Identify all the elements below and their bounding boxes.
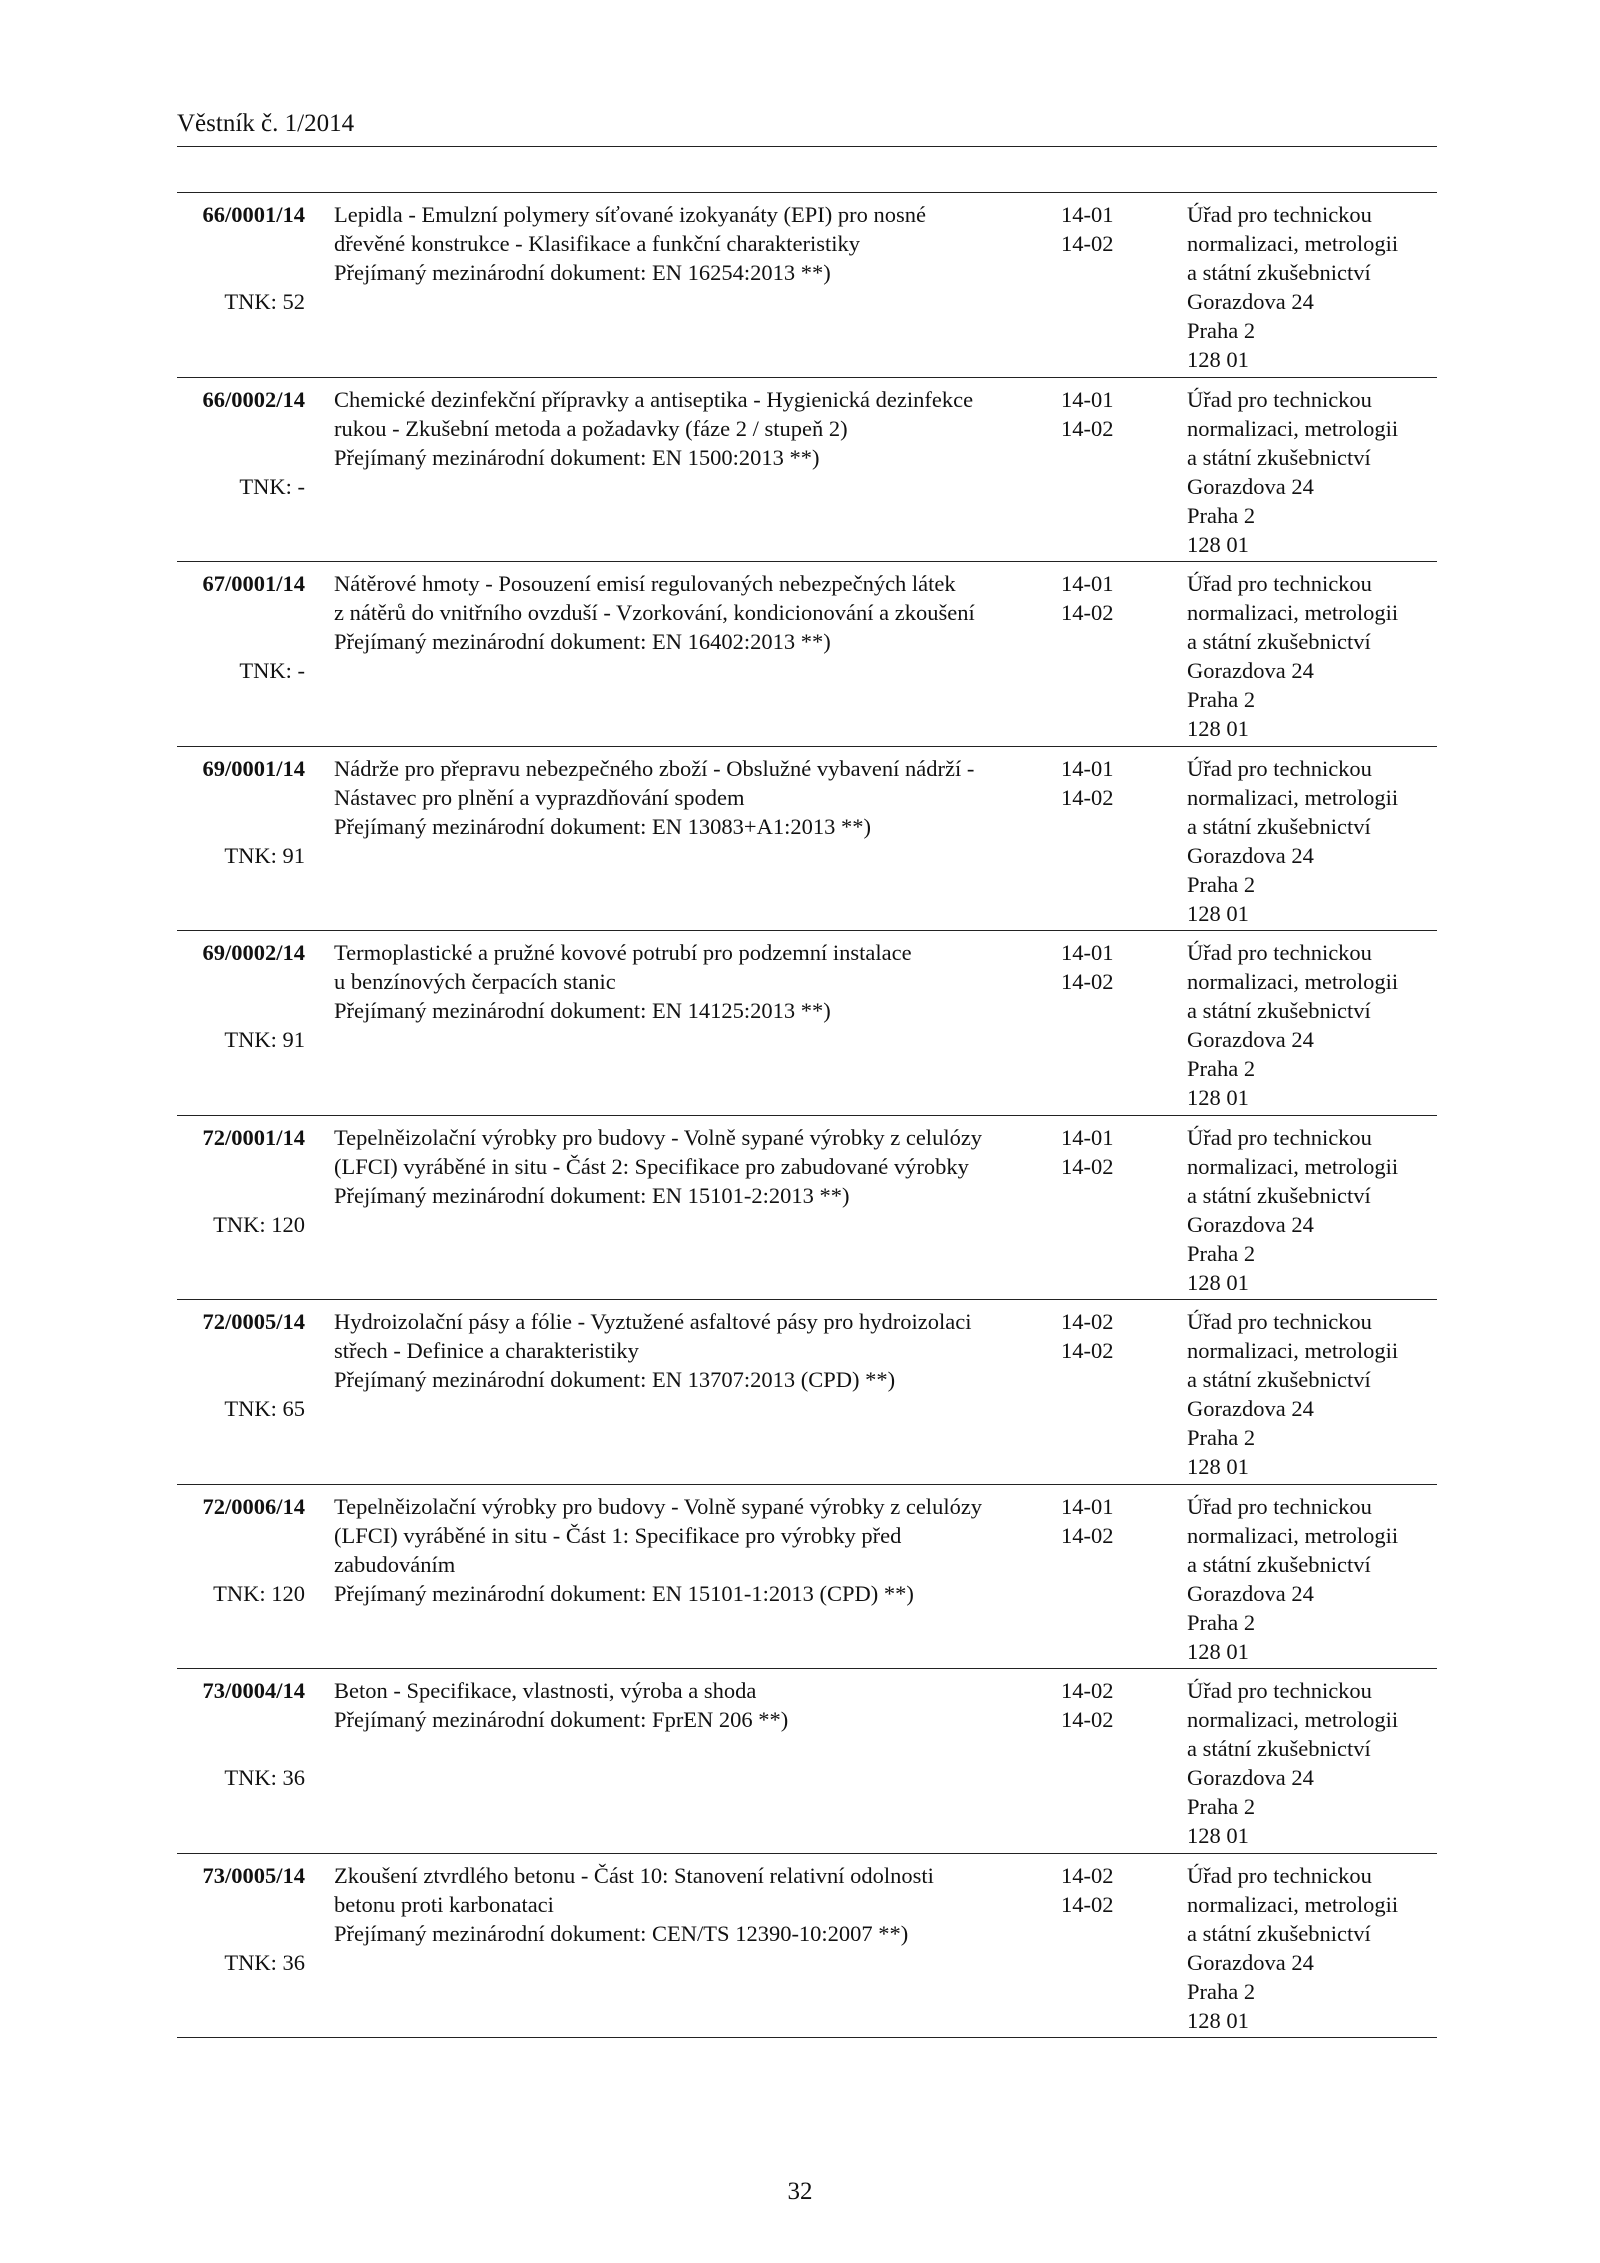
- office-address-line: 128 01: [1187, 2007, 1249, 2033]
- office-address-line: normalizaci, metrologii: [1187, 784, 1399, 810]
- table-row: [177, 747, 1437, 932]
- description-line: Tepelněizolační výrobky pro budovy - Volně sypané výrobky z celulózy: [334, 1493, 983, 1519]
- office-address-line: Úřad pro technickou: [1187, 386, 1372, 412]
- office-address-line: a státní zkušebnictví: [1187, 813, 1371, 839]
- office-address-line: a státní zkušebnictví: [1187, 1551, 1371, 1577]
- office-address-line: Úřad pro technickou: [1187, 1678, 1372, 1703]
- description-line: Nástavec pro plnění a vyprazdňování spodem: [334, 784, 745, 810]
- description-line: střech - Definice a charakteristiky: [334, 1338, 639, 1363]
- standard-description: [334, 938, 1034, 1025]
- office-address-line: normalizaci, metrologii: [1187, 1153, 1399, 1179]
- office-address-line: normalizaci, metrologii: [1187, 1707, 1399, 1732]
- description-line: z nátěrů do vnitřního ovzduší - Vzorkování, kondicionování a zkoušení: [334, 600, 975, 625]
- code-value: 14-02: [1061, 784, 1114, 810]
- description-line: Termoplastické a pružné kovové potrubí pro podzemní instalace: [334, 940, 912, 965]
- standard-number: 69/0001/14: [202, 755, 305, 781]
- office-address-line: 128 01: [1187, 1638, 1249, 1664]
- office-address-line: a státní zkušebnictví: [1187, 260, 1371, 285]
- office-address-line: Praha 2: [1187, 1240, 1256, 1266]
- description-line: Přejímaný mezinárodní dokument: EN 16402:2013 **): [334, 629, 831, 654]
- office-address-line: 128 01: [1187, 1823, 1249, 1848]
- standard-description: [334, 569, 1034, 656]
- standard-codes: [1061, 1492, 1151, 1550]
- office-address-line: Praha 2: [1187, 1056, 1256, 1081]
- office-address-line: a státní zkušebnictví: [1187, 1736, 1371, 1761]
- description-line: Nátěrové hmoty - Posouzení emisí regulovaných nebezpečných látek: [334, 571, 956, 596]
- office-address-line: normalizaci, metrologii: [1187, 415, 1399, 441]
- description-line: Zkoušení ztvrdlého betonu - Část 10: Stanovení relativní odolnosti: [334, 1862, 934, 1888]
- office-address: [1187, 1676, 1437, 1850]
- code-value: 14-01: [1061, 202, 1114, 227]
- office-address-line: Úřad pro technickou: [1187, 755, 1372, 781]
- description-line: rukou - Zkušební metoda a požadavky (fáze 2 / stupeň 2): [334, 415, 848, 441]
- tnk-label: TNK: 65: [224, 1396, 305, 1421]
- tnk-label: TNK: 91: [224, 842, 305, 868]
- office-address-line: Gorazdova 24: [1187, 842, 1314, 868]
- row-identifier: [177, 938, 305, 1052]
- office-address-line: a státní zkušebnictví: [1187, 1182, 1371, 1208]
- office-address-line: 128 01: [1187, 1085, 1249, 1110]
- office-address: [1187, 385, 1437, 559]
- code-value: 14-02: [1061, 1338, 1114, 1363]
- standard-number: 67/0001/14: [202, 571, 305, 596]
- tnk-label: TNK: 36: [224, 1765, 305, 1790]
- description-line: Přejímaný mezinárodní dokument: EN 15101-1:2013 (CPD) **): [334, 1580, 914, 1606]
- office-address-line: 128 01: [1187, 1454, 1249, 1479]
- code-value: 14-02: [1061, 1891, 1114, 1917]
- standard-description: [334, 1123, 1034, 1210]
- office-address-line: normalizaci, metrologii: [1187, 1522, 1399, 1548]
- office-address-line: a státní zkušebnictví: [1187, 444, 1371, 470]
- table-row: [177, 931, 1437, 1116]
- standard-codes: [1061, 200, 1151, 258]
- description-line: betonu proti karbonataci: [334, 1891, 554, 1917]
- office-address-line: normalizaci, metrologii: [1187, 1338, 1399, 1363]
- standard-codes: [1061, 1307, 1151, 1365]
- code-value: 14-02: [1061, 1862, 1114, 1888]
- description-line: (LFCI) vyráběné in situ - Část 2: Specifikace pro zabudované výrobky: [334, 1153, 969, 1179]
- standard-codes: [1061, 1861, 1151, 1919]
- office-address-line: normalizaci, metrologii: [1187, 969, 1399, 994]
- code-value: 14-02: [1061, 1153, 1114, 1179]
- tnk-label: TNK: 120: [213, 1211, 305, 1237]
- description-line: Tepelněizolační výrobky pro budovy - Volně sypané výrobky z celulózy: [334, 1124, 983, 1150]
- office-address-line: 128 01: [1187, 347, 1249, 372]
- description-line: Hydroizolační pásy a fólie - Vyztužené asfaltové pásy pro hydroizolaci: [334, 1309, 972, 1334]
- office-address-line: Praha 2: [1187, 1425, 1256, 1450]
- office-address: [1187, 754, 1437, 928]
- code-value: 14-01: [1061, 940, 1114, 965]
- office-address-line: a státní zkušebnictví: [1187, 1920, 1371, 1946]
- office-address-line: Praha 2: [1187, 1609, 1256, 1635]
- description-line: (LFCI) vyráběné in situ - Část 1: Specifikace pro výrobky před: [334, 1522, 902, 1548]
- office-address-line: Gorazdova 24: [1187, 289, 1314, 314]
- tnk-label: TNK: -: [239, 658, 305, 683]
- row-identifier: [177, 1123, 305, 1237]
- tnk-label: TNK: 120: [213, 1580, 305, 1606]
- standard-codes: [1061, 385, 1151, 443]
- description-line: Přejímaný mezinárodní dokument: EN 13707:2013 (CPD) **): [334, 1367, 896, 1392]
- office-address-line: Gorazdova 24: [1187, 658, 1314, 683]
- table-row: [177, 193, 1437, 378]
- office-address-line: a státní zkušebnictví: [1187, 629, 1371, 654]
- standard-number: 66/0001/14: [202, 202, 305, 227]
- standard-number: 69/0002/14: [202, 940, 305, 965]
- office-address-line: 128 01: [1187, 716, 1249, 741]
- office-address-line: 128 01: [1187, 900, 1249, 926]
- standard-codes: [1061, 1676, 1151, 1734]
- code-value: 14-02: [1061, 1707, 1114, 1732]
- code-value: 14-01: [1061, 755, 1114, 781]
- row-identifier: [177, 569, 305, 683]
- table-row: [177, 378, 1437, 563]
- tnk-label: TNK: 52: [224, 289, 305, 314]
- standard-number: 72/0006/14: [202, 1493, 305, 1519]
- row-identifier: [177, 1676, 305, 1790]
- code-value: 14-02: [1061, 969, 1114, 994]
- office-address-line: Gorazdova 24: [1187, 1211, 1314, 1237]
- office-address-line: Praha 2: [1187, 1794, 1256, 1819]
- office-address-line: normalizaci, metrologii: [1187, 1891, 1399, 1917]
- row-identifier: [177, 200, 305, 314]
- office-address-line: Praha 2: [1187, 871, 1256, 897]
- office-address-line: Úřad pro technickou: [1187, 1309, 1372, 1334]
- standard-codes: [1061, 1123, 1151, 1181]
- standard-number: 73/0004/14: [202, 1678, 305, 1703]
- header-divider: [177, 146, 1437, 147]
- code-value: 14-02: [1061, 415, 1114, 441]
- standard-codes: [1061, 938, 1151, 996]
- office-address-line: Gorazdova 24: [1187, 1765, 1314, 1790]
- office-address: [1187, 1307, 1437, 1481]
- row-identifier: [177, 1492, 305, 1606]
- page-header-title: Věstník č. 1/2014: [177, 110, 355, 137]
- office-address-line: Praha 2: [1187, 1978, 1256, 2004]
- tnk-label: TNK: 91: [224, 1027, 305, 1052]
- description-line: dřevěné konstrukce - Klasifikace a funkční charakteristiky: [334, 231, 861, 256]
- row-identifier: [177, 754, 305, 868]
- standard-description: [334, 1861, 1034, 1948]
- office-address-line: Gorazdova 24: [1187, 473, 1314, 499]
- office-address-line: normalizaci, metrologii: [1187, 231, 1399, 256]
- table-row: [177, 1485, 1437, 1670]
- table-row: [177, 1854, 1437, 2039]
- office-address: [1187, 1123, 1437, 1297]
- table-row: [177, 1300, 1437, 1485]
- office-address-line: Praha 2: [1187, 318, 1256, 343]
- row-identifier: [177, 1307, 305, 1421]
- office-address-line: Úřad pro technickou: [1187, 1124, 1372, 1150]
- office-address-line: Gorazdova 24: [1187, 1580, 1314, 1606]
- tnk-label: TNK: -: [239, 473, 305, 499]
- standard-number: 72/0001/14: [202, 1124, 305, 1150]
- office-address-line: Úřad pro technickou: [1187, 202, 1372, 227]
- tnk-label: TNK: 36: [224, 1949, 305, 1975]
- code-value: 14-02: [1061, 1309, 1114, 1334]
- code-value: 14-01: [1061, 1124, 1114, 1150]
- code-value: 14-02: [1061, 231, 1114, 256]
- code-value: 14-02: [1061, 1678, 1114, 1703]
- description-line: u benzínových čerpacích stanic: [334, 969, 616, 994]
- description-line: Lepidla - Emulzní polymery síťované izokyanáty (EPI) pro nosné: [334, 202, 926, 227]
- description-line: Nádrže pro přepravu nebezpečného zboží - Obslužné vybavení nádrží -: [334, 755, 975, 781]
- table-row: [177, 1116, 1437, 1301]
- office-address-line: Úřad pro technickou: [1187, 1862, 1372, 1888]
- office-address-line: 128 01: [1187, 1269, 1249, 1295]
- page-number: 32: [787, 2178, 813, 2205]
- office-address: [1187, 1861, 1437, 2035]
- description-line: zabudováním: [334, 1551, 456, 1577]
- table-row: [177, 562, 1437, 747]
- standard-codes: [1061, 754, 1151, 812]
- standard-description: [334, 754, 1034, 841]
- row-identifier: [177, 385, 305, 499]
- code-value: 14-01: [1061, 1493, 1114, 1519]
- office-address-line: Praha 2: [1187, 502, 1256, 528]
- office-address: [1187, 569, 1437, 743]
- office-address-line: a státní zkušebnictví: [1187, 998, 1371, 1023]
- office-address-line: Gorazdova 24: [1187, 1027, 1314, 1052]
- standard-description: [334, 1492, 1034, 1608]
- office-address-line: Gorazdova 24: [1187, 1949, 1314, 1975]
- office-address: [1187, 200, 1437, 374]
- table-row: [177, 1669, 1437, 1854]
- standard-codes: [1061, 569, 1151, 627]
- description-line: Beton - Specifikace, vlastnosti, výroba a shoda: [334, 1678, 757, 1703]
- row-identifier: [177, 1861, 305, 1975]
- office-address-line: 128 01: [1187, 531, 1249, 557]
- description-line: Přejímaný mezinárodní dokument: EN 13083+A1:2013 **): [334, 813, 871, 839]
- description-line: Chemické dezinfekční přípravky a antiseptika - Hygienická dezinfekce: [334, 386, 974, 412]
- office-address: [1187, 938, 1437, 1112]
- standard-description: [334, 385, 1034, 472]
- standard-number: 66/0002/14: [202, 386, 305, 412]
- code-value: 14-01: [1061, 386, 1114, 412]
- description-line: Přejímaný mezinárodní dokument: FprEN 206 **): [334, 1707, 789, 1732]
- standard-description: [334, 200, 1034, 287]
- office-address-line: normalizaci, metrologii: [1187, 600, 1399, 625]
- description-line: Přejímaný mezinárodní dokument: EN 14125:2013 **): [334, 998, 831, 1023]
- office-address-line: Úřad pro technickou: [1187, 1493, 1372, 1519]
- office-address-line: Úřad pro technickou: [1187, 940, 1372, 965]
- description-line: Přejímaný mezinárodní dokument: CEN/TS 12390-10:2007 **): [334, 1920, 909, 1946]
- office-address: [1187, 1492, 1437, 1666]
- standard-number: 72/0005/14: [202, 1309, 305, 1334]
- description-line: Přejímaný mezinárodní dokument: EN 15101-2:2013 **): [334, 1182, 850, 1208]
- standard-description: [334, 1307, 1034, 1394]
- standards-table: [177, 192, 1437, 2038]
- office-address-line: a státní zkušebnictví: [1187, 1367, 1371, 1392]
- office-address-line: Gorazdova 24: [1187, 1396, 1314, 1421]
- code-value: 14-02: [1061, 600, 1114, 625]
- description-line: Přejímaný mezinárodní dokument: EN 16254:2013 **): [334, 260, 831, 285]
- standard-description: [334, 1676, 1034, 1734]
- office-address-line: Úřad pro technickou: [1187, 571, 1372, 596]
- standard-number: 73/0005/14: [202, 1862, 305, 1888]
- description-line: Přejímaný mezinárodní dokument: EN 1500:2013 **): [334, 444, 820, 470]
- code-value: 14-02: [1061, 1522, 1114, 1548]
- code-value: 14-01: [1061, 571, 1114, 596]
- office-address-line: Praha 2: [1187, 687, 1256, 712]
